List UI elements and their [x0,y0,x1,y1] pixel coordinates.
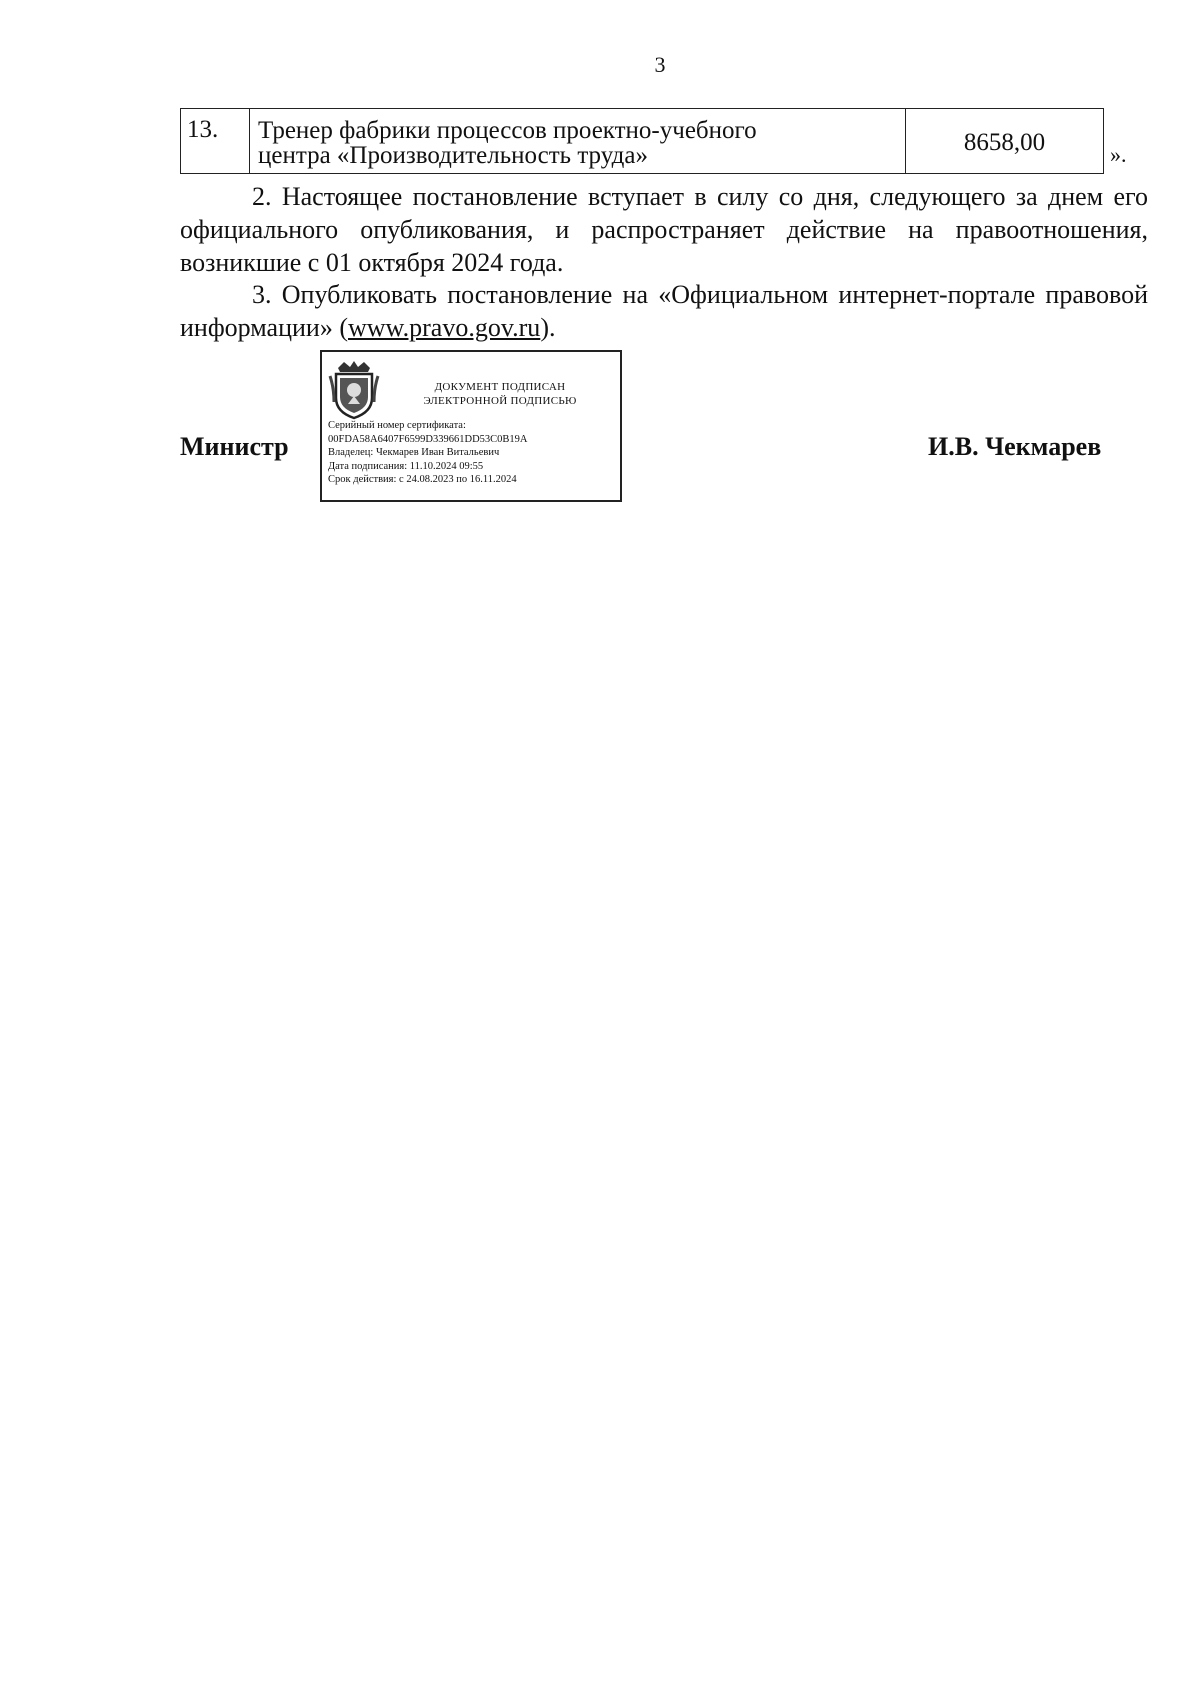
stamp-heading [382,380,618,408]
signer-name: И.В. Чекмарев [928,432,1102,461]
stamp-serial-label: Серийный номер сертификата: [328,420,466,431]
coat-of-arms-icon [328,358,380,422]
paragraph-2: 2. Настоящее постановление вступает в силу со дня, следующего за днем его официального опубликования, и распространяет действие на правоотношения, возникшие с 01 октября 2024 года. [180,182,1148,277]
stamp-signed-date: Дата подписания: 11.10.2024 09:55 [328,460,484,472]
paragraph-3-suffix: ). [540,313,556,342]
signer-title: Министр [180,432,289,461]
position-name-line1: Тренер фабрики процессов проектно-учебного [258,117,757,144]
salary-value: 8658,00 [963,129,1046,156]
stamp-owner: Владелец: Чекмарев Иван Витальевич [328,447,500,458]
stamp-details [328,419,528,487]
page-number: 3 [654,52,666,77]
position-name [250,109,906,173]
table-row [180,108,1104,174]
row-number: 13. [181,109,250,173]
pravo-link[interactable]: www.pravo.gov.ru [348,313,541,342]
position-name-line2: центра «Производительность труда» [258,142,648,169]
paragraph-3 [180,278,1148,344]
closing-quote: ». [1110,142,1127,167]
stamp-heading-line2: ЭЛЕКТРОННОЙ ПОДПИСЬЮ [423,395,577,407]
stamp-serial: 00FDA58A6407F6599D339661DD53C0B19A [328,433,528,445]
stamp-heading-line1: ДОКУМЕНТ ПОДПИСАН [434,381,566,393]
stamp-validity: Срок действия: с 24.08.2023 по 16.11.2024 [328,474,517,485]
paragraph-3-text: 3. Опубликовать постановление на «Официальном интернет-портале правовой информации» ( [180,280,1148,342]
electronic-signature-stamp [320,350,622,502]
